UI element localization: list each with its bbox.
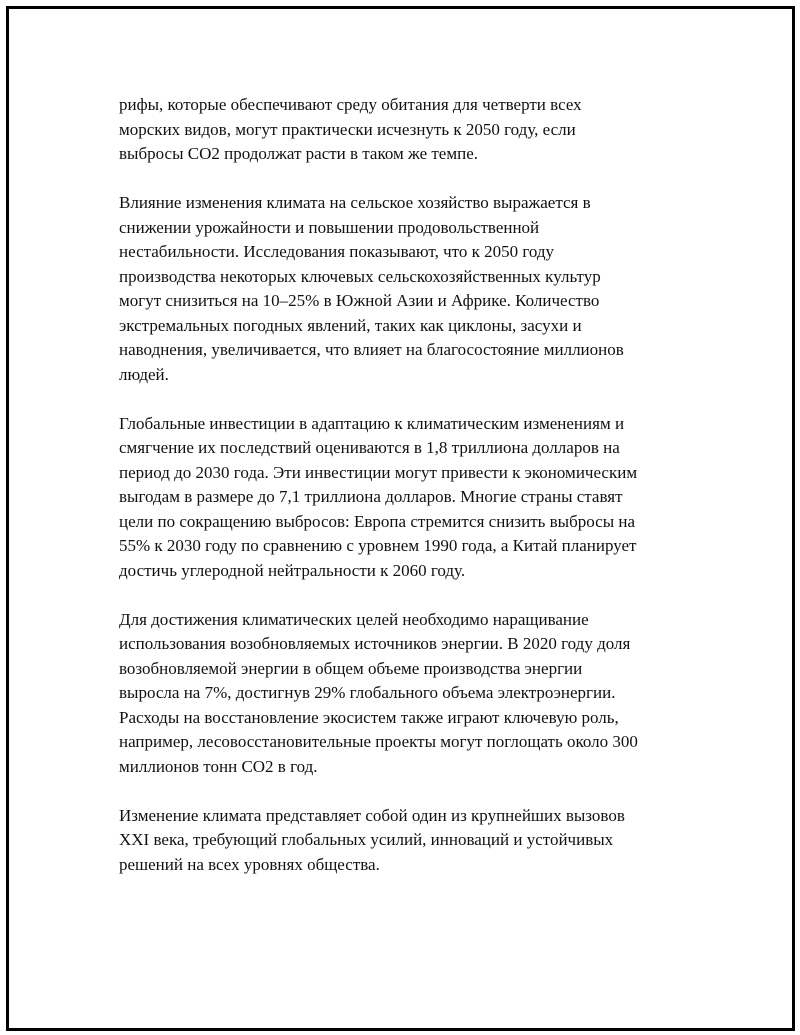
text-line: выгодам в размере до 7,1 триллиона долларов. Многие страны ставят [119,487,623,506]
text-line: период до 2030 года. Эти инвестиции могут привести к экономическим [119,462,638,482]
text-line: людей. [119,364,169,384]
text-line: наводнения, увеличивается, что влияет на благосостояние миллионов [119,340,624,359]
text-line: выросла на 7%, достигнув 29% глобального объема электроэнергии. [119,683,616,702]
text-line: смягчение их последствий оцениваются в 1,8 триллиона долларов на [119,438,620,457]
text-line: снижении урожайности и повышении продовольственной [119,217,540,237]
text-line: экстремальных погодных явлений, таких как циклоны, засухи и [119,315,582,335]
paragraph-renewables [119,608,719,780]
text-line: рифы, которые обеспечивают среду обитания для четверти всех [119,95,582,114]
document-body [119,93,719,902]
text-line: Расходы на восстановление экосистем также играют ключевую роль, [119,707,619,727]
text-line: Изменение климата представляет собой один из крупнейших вызовов [119,805,625,825]
text-line: цели по сокращению выбросов: Европа стремится снизить выбросы на [119,511,636,531]
text-line: использования возобновляемых источников энергии. В 2020 году доля [119,634,631,653]
text-line: выбросы CO2 продолжат расти в таком же темпе. [119,144,479,163]
text-line: Для достижения климатических целей необходимо наращивание [119,609,589,629]
paragraph-agriculture [119,191,719,387]
text-line: миллионов тонн CO2 в год. [119,756,318,776]
text-line: Глобальные инвестиции в адаптацию к климатическим изменениям и [119,413,625,433]
paragraph-coral-reefs [119,93,719,167]
text-line: возобновляемой энергии в общем объеме производства энергии [119,658,583,678]
text-line: достичь углеродной нейтральности к 2060 году. [119,560,466,580]
text-line: производства некоторых ключевых сельскохозяйственных культур [119,266,601,286]
text-line: например, лесовосстановительные проекты могут поглощать около 300 [119,732,638,751]
text-line: 55% к 2030 году по сравнению с уровнем 1990 года, а Китай планирует [119,536,637,555]
text-line: Влияние изменения климата на сельское хозяйство выражается в [119,193,591,212]
document-page [6,6,795,1031]
paragraph-investments [119,412,719,584]
text-line: решений на всех уровнях общества. [119,854,380,874]
text-line: морских видов, могут практически исчезнуть к 2050 году, если [119,119,576,139]
paragraph-conclusion [119,804,719,878]
text-line: нестабильности. Исследования показывают, что к 2050 году [119,242,555,261]
text-line: могут снизиться на 10–25% в Южной Азии и Африке. Количество [119,291,600,310]
text-line: XXI века, требующий глобальных усилий, инноваций и устойчивых [119,830,614,849]
